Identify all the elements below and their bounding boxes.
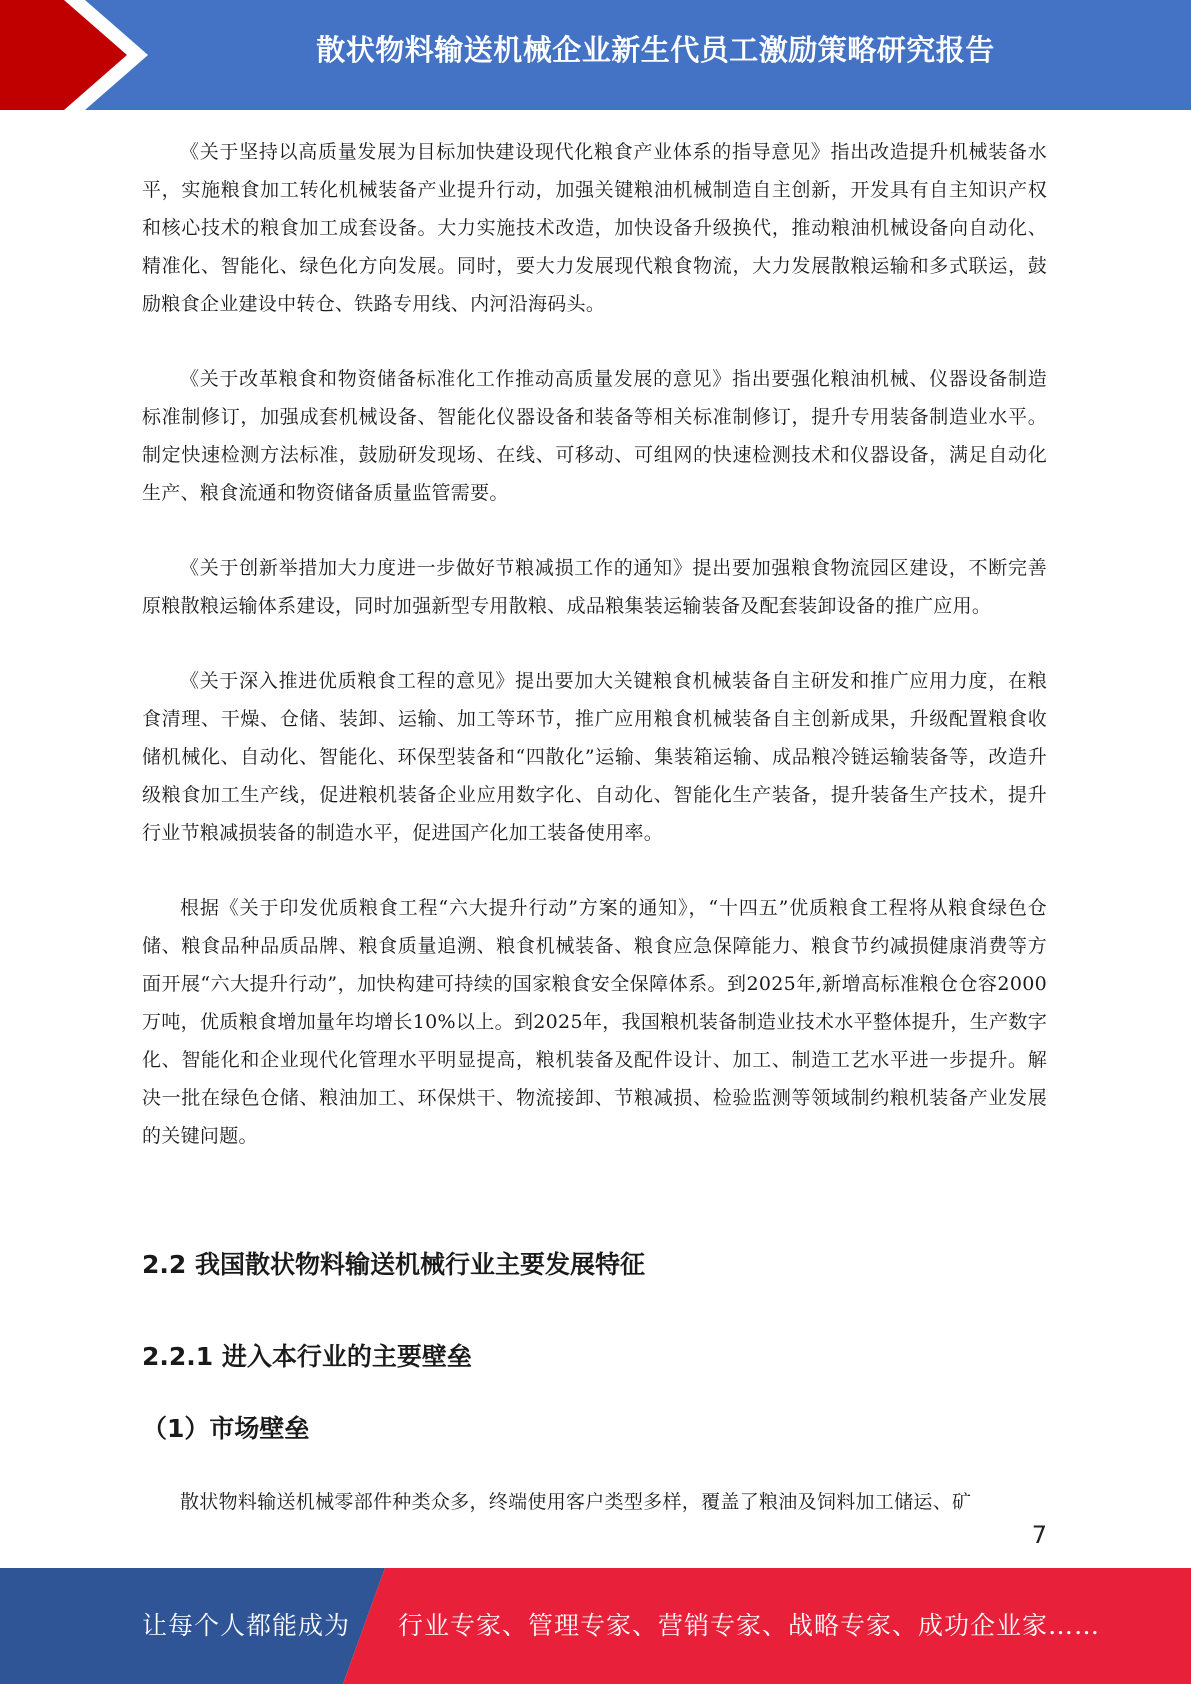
paragraph: 《关于创新举措加大力度进一步做好节粮减损工作的通知》提出要加强粮食物流园区建设，不断完善原粮散粮运输体系建设，同时加强新型专用散粮、成品粮集装运输装备及配套装卸设备的推广应用。	[142, 557, 1047, 617]
paragraph: 《关于深入推进优质粮食工程的意见》提出要加大关键粮食机械装备自主研发和推广应用力度，在粮食清理、干燥、仓储、装卸、运输、加工等环节，推广应用粮食机械装备自主创新成果，升级配置粮食收储机械化、自动化、智能化、环保型装备和“四散化”运输、集装箱运输、成品粮冷链运输装备等，改造升级粮食加工生产线，促进粮机装备企业应用数字化、自动化、智能化生产装备，提升装备生产技术，提升行业节粮减损装备的制造水平，促进国产化加工装备使用率。	[142, 670, 1047, 844]
paragraph: 《关于坚持以高质量发展为目标加快建设现代化粮食产业体系的指导意见》指出改造提升机械装备水平，实施粮食加工转化机械装备产业提升行动，加强关键粮油机械制造自主创新，开发具有自主知识产权和核心技术的粮食加工成套设备。大力实施技术改造，加快设备升级换代，推动粮油机械设备向自动化、精准化、智能化、绿色化方向发展。同时，要大力发展现代粮食物流，大力发展散粮运输和多式联运，鼓励粮食企业建设中转仓、铁路专用线、内河沿海码头。	[142, 141, 1047, 315]
paragraph: 散状物料输送机械零部件种类众多，终端使用客户类型多样，覆盖了粮油及饲料加工储运、矿	[180, 1491, 972, 1513]
section-heading: 2.2 我国散状物料输送机械行业主要发展特征	[142, 1250, 645, 1279]
footer-slogan-left: 让每个人都能成为	[142, 1611, 351, 1640]
subsection-heading: 2.2.1 进入本行业的主要壁垒	[142, 1342, 472, 1371]
page-footer	[0, 1568, 1191, 1684]
page-header	[0, 0, 1191, 110]
sub-subsection-heading: （1）市场壁垒	[142, 1414, 310, 1443]
paragraph: 《关于改革粮食和物资储备标准化工作推动高质量发展的意见》指出要强化粮油机械、仪器设备制造标准制修订，加强成套机械设备、智能化仪器设备和装备等相关标准制修订，提升专用装备制造业水平。制定快速检测方法标准，鼓励研发现场、在线、可移动、可组网的快速检测技术和仪器设备，满足自动化生产、粮食流通和物资储备质量监管需要。	[142, 368, 1047, 504]
report-title: 散状物料输送机械企业新生代员工激励策略研究报告	[316, 33, 995, 67]
footer-slogan-right: 行业专家、管理专家、营销专家、战略专家、成功企业家……	[398, 1611, 1101, 1640]
paragraph: 根据《关于印发优质粮食工程“六大提升行动”方案的通知》，“十四五”优质粮食工程将从粮食绿色仓储、粮食品种品质品牌、粮食质量追溯、粮食机械装备、粮食应急保障能力、粮食节约减损健康消费等方面开展“六大提升行动”，加快构建可持续的国家粮食安全保障体系。到2025年,新增高标准粮仓仓容2000万吨，优质粮食增加量年均增长10%以上。到2025年，我国粮机装备制造业技术水平整体提升，生产数字化、智能化和企业现代化管理水平明显提高，粮机装备及配件设计、加工、制造工艺水平进一步提升。解决一批在绿色仓储、粮油加工、环保烘干、物流接卸、节粮减损、检验监测等领域制约粮机装备产业发展的关键问题。	[142, 897, 1047, 1147]
page-number: 7	[1031, 1521, 1047, 1549]
body-text	[142, 133, 1047, 1192]
